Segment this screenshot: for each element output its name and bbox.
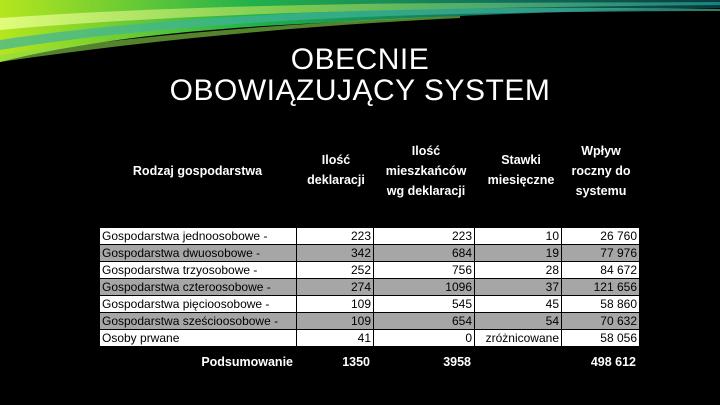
table-row xyxy=(100,279,640,296)
table-row xyxy=(100,228,640,245)
header-income xyxy=(563,141,639,201)
cell-residents: 654 xyxy=(374,313,475,330)
cell-declarations: 41 xyxy=(297,330,374,347)
cell-declarations: 274 xyxy=(297,279,374,296)
table-row xyxy=(100,245,640,262)
cell-declarations: 109 xyxy=(297,313,374,330)
cell-income: 70 632 xyxy=(562,313,640,330)
cell-rate: 28 xyxy=(475,262,562,279)
table-row xyxy=(100,313,640,330)
header-rates-line1: Stawki xyxy=(501,153,541,167)
header-residents xyxy=(376,141,476,201)
table-row xyxy=(100,262,640,279)
header-rates xyxy=(478,150,564,190)
cell-type: Osoby prwane xyxy=(100,330,297,347)
cell-income: 58 860 xyxy=(562,296,640,313)
header-residents-line1: Ilość xyxy=(411,144,441,158)
cell-income: 58 056 xyxy=(562,330,640,347)
cell-declarations: 252 xyxy=(297,262,374,279)
header-income-line1: Wpływ xyxy=(581,144,621,158)
cell-income: 26 760 xyxy=(562,228,640,245)
table-row xyxy=(100,330,640,347)
cell-type: Gospodarstwa dwuosobowe - xyxy=(100,245,297,262)
cell-income: 77 976 xyxy=(562,245,640,262)
header-residents-line2: mieszkańców xyxy=(385,164,467,178)
cell-residents: 223 xyxy=(374,228,475,245)
cell-residents: 756 xyxy=(374,262,475,279)
header-income-line3: systemu xyxy=(575,184,627,198)
cell-rate: 37 xyxy=(475,279,562,296)
cell-income: 121 656 xyxy=(562,279,640,296)
cell-residents: 0 xyxy=(374,330,475,347)
cell-declarations: 223 xyxy=(297,228,374,245)
cell-type: Gospodarstwa czteroosobowe - xyxy=(100,279,297,296)
cell-residents: 545 xyxy=(374,296,475,313)
cell-residents: 1096 xyxy=(374,279,475,296)
header-declarations-line1: Ilość xyxy=(321,153,351,167)
cell-income: 84 672 xyxy=(562,262,640,279)
header-declarations xyxy=(296,150,376,190)
summary-label: Podsumowanie xyxy=(201,355,293,369)
cell-rate: 19 xyxy=(475,245,562,262)
cell-declarations: 109 xyxy=(297,296,374,313)
cell-residents: 684 xyxy=(374,245,475,262)
cell-rate: 45 xyxy=(475,296,562,313)
header-income-line2: roczny do xyxy=(571,164,631,178)
header-type xyxy=(110,161,285,181)
cell-rate: 54 xyxy=(475,313,562,330)
cell-type: Gospodarstwa jednoosobowe - xyxy=(100,228,297,245)
cell-declarations: 342 xyxy=(297,245,374,262)
cell-rate: zróżnicowane xyxy=(475,330,562,347)
table-row xyxy=(100,296,640,313)
slide-title-line2: OBOWIĄZUJĄCY SYSTEM xyxy=(169,74,551,107)
header-type-label: Rodzaj gospodarstwa xyxy=(132,164,263,178)
cell-rate: 10 xyxy=(475,228,562,245)
cell-type: Gospodarstwa pięcioosobowe - xyxy=(100,296,297,313)
cell-type: Gospodarstwa trzyosobowe - xyxy=(100,262,297,279)
header-rates-line2: miesięczne xyxy=(487,173,555,187)
data-table xyxy=(99,227,640,347)
summary-row xyxy=(99,353,638,371)
header-residents-line3: wg deklaracji xyxy=(386,184,466,198)
summary-residents: 3958 xyxy=(443,355,471,369)
cell-type: Gospodarstwa sześcioosobowe - xyxy=(100,313,297,330)
header-declarations-line2: deklaracji xyxy=(307,173,365,187)
summary-declarations: 1350 xyxy=(342,355,370,369)
summary-rate xyxy=(473,353,560,371)
slide-title-line1: OBECNIE xyxy=(290,43,430,76)
summary-income: 498 612 xyxy=(590,355,636,369)
